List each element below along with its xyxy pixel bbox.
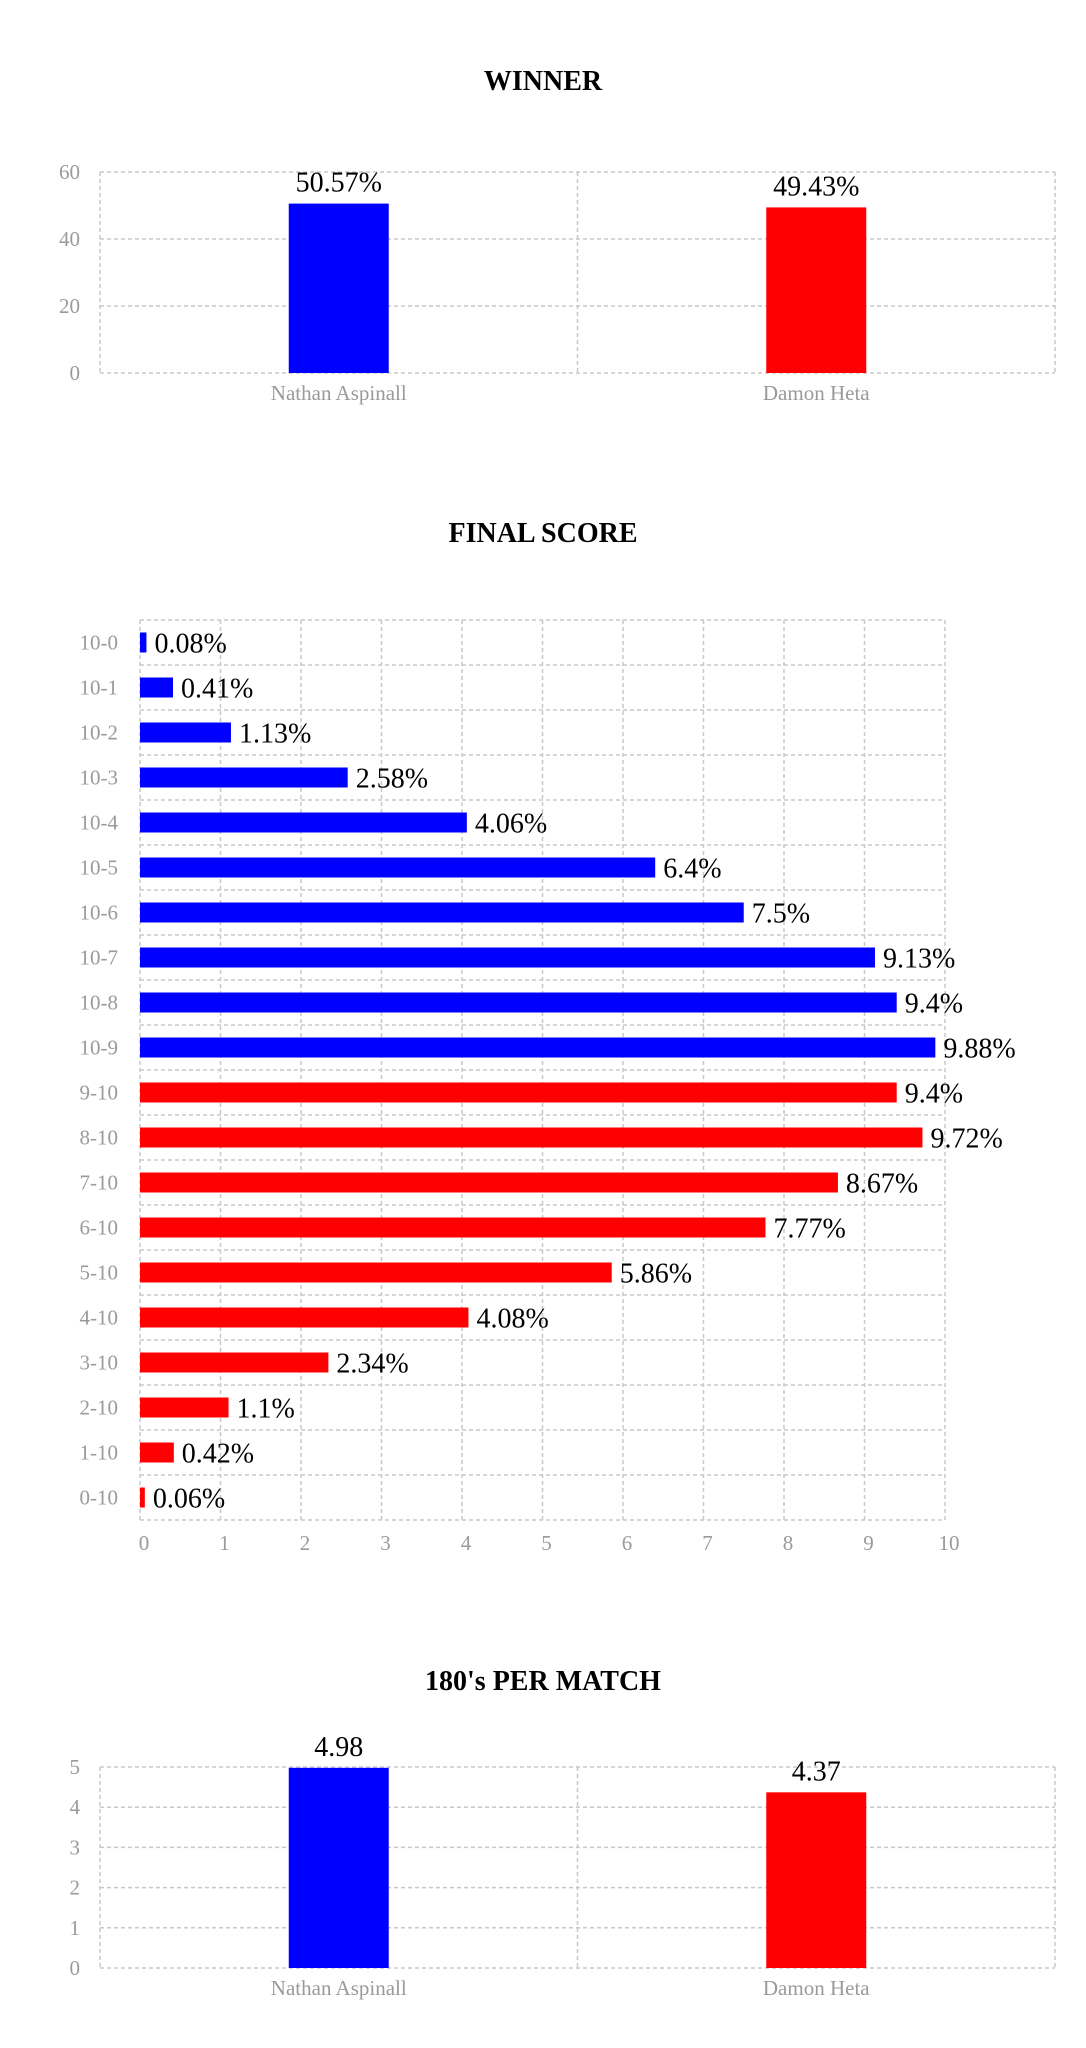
final-score-category-label: 6-10 bbox=[79, 1215, 118, 1240]
final-score-x-tick-label: 7 bbox=[702, 1531, 713, 1555]
final-score-bar bbox=[140, 858, 655, 878]
180s-y-tick-label: 3 bbox=[69, 1835, 80, 1860]
final-score-bar-value-label: 9.72% bbox=[930, 1123, 1003, 1155]
winner-chart bbox=[0, 150, 1086, 430]
final-score-bar bbox=[140, 1038, 935, 1058]
final-score-category-label: 4-10 bbox=[79, 1305, 118, 1330]
final-score-bar bbox=[140, 1353, 328, 1373]
final-score-bar bbox=[140, 723, 231, 743]
final-score-category-label: 10-5 bbox=[79, 855, 118, 880]
final-score-x-tick-label: 5 bbox=[541, 1531, 552, 1555]
winner-chart-title: WINNER bbox=[483, 66, 603, 97]
final-score-category-label: 10-9 bbox=[79, 1035, 118, 1060]
final-score-bar-value-label: 0.08% bbox=[154, 628, 227, 660]
final-score-category-label: 8-10 bbox=[79, 1125, 118, 1150]
180s-category-label: Damon Heta bbox=[762, 1976, 870, 2000]
180s-bar bbox=[766, 1792, 866, 1968]
final-score-x-tick-label: 1 bbox=[219, 1531, 230, 1555]
final-score-bar-value-label: 0.06% bbox=[152, 1483, 226, 1515]
final-score-x-tick-label: 6 bbox=[621, 1531, 633, 1555]
final-score-category-label: 10-4 bbox=[79, 810, 118, 835]
final-score-bar bbox=[140, 948, 875, 968]
final-score-bar-value-label: 4.06% bbox=[474, 808, 548, 840]
final-score-category-label: 10-3 bbox=[79, 765, 118, 790]
final-score-bar bbox=[140, 633, 146, 653]
final-score-bar bbox=[140, 1083, 897, 1103]
final-score-x-tick-label: 8 bbox=[782, 1531, 794, 1555]
final-score-bar-value-label: 5.86% bbox=[619, 1258, 693, 1290]
final-score-category-label: 10-2 bbox=[79, 720, 118, 745]
final-score-bar bbox=[140, 1173, 838, 1193]
final-score-x-tick-label: 4 bbox=[460, 1531, 472, 1555]
final-score-bar bbox=[140, 1218, 765, 1238]
final-score-bar-value-label: 2.58% bbox=[355, 763, 429, 795]
final-score-bar-value-label: 4.08% bbox=[476, 1303, 549, 1335]
final-score-bar bbox=[140, 813, 467, 833]
final-score-bar bbox=[140, 1308, 468, 1328]
winner-category-label: Damon Heta bbox=[762, 381, 870, 405]
180s-per-match-chart bbox=[0, 1731, 1086, 2025]
final-score-x-tick-label: 10 bbox=[938, 1531, 960, 1555]
final-score-category-label: 2-10 bbox=[79, 1395, 118, 1420]
final-score-category-label: 9-10 bbox=[79, 1080, 118, 1105]
final-score-bar-value-label: 8.67% bbox=[845, 1168, 919, 1200]
180s-chart-title: 180's PER MATCH bbox=[425, 1666, 661, 1697]
final-score-chart bbox=[0, 620, 1086, 1580]
final-score-x-tick-label: 3 bbox=[380, 1531, 391, 1555]
winner-bar bbox=[766, 207, 866, 373]
winner-y-tick-label: 40 bbox=[59, 227, 80, 251]
180s-bar-value-label: 4.98 bbox=[314, 1731, 364, 1763]
final-score-bar-value-label: 9.4% bbox=[904, 988, 964, 1020]
180s-y-tick-label: 5 bbox=[69, 1755, 80, 1779]
final-score-category-label: 10-1 bbox=[79, 675, 118, 700]
180s-bar-value-label: 4.37 bbox=[791, 1756, 841, 1788]
winner-bar bbox=[289, 204, 389, 373]
180s-y-tick-label: 4 bbox=[69, 1795, 80, 1820]
final-score-bar bbox=[140, 678, 173, 698]
winner-category-label: Nathan Aspinall bbox=[270, 381, 407, 405]
final-score-chart-title: FINAL SCORE bbox=[448, 518, 638, 549]
final-score-bar bbox=[140, 1398, 229, 1418]
final-score-category-label: 3-10 bbox=[79, 1350, 118, 1375]
180s-y-tick-label: 1 bbox=[69, 1915, 80, 1940]
final-score-bar bbox=[140, 1488, 145, 1508]
180s-category-label: Nathan Aspinall bbox=[270, 1976, 407, 2000]
winner-bar-value-label: 49.43% bbox=[773, 171, 860, 203]
final-score-bar bbox=[140, 768, 348, 788]
final-score-bar bbox=[140, 903, 744, 923]
final-score-x-tick-label: 2 bbox=[299, 1531, 311, 1555]
final-score-bar-value-label: 1.13% bbox=[238, 718, 312, 750]
final-score-category-label: 10-6 bbox=[79, 900, 118, 925]
final-score-category-label: 10-7 bbox=[79, 945, 118, 970]
final-score-bar bbox=[140, 1443, 174, 1463]
final-score-bar-value-label: 7.5% bbox=[751, 898, 811, 930]
winner-y-tick-label: 0 bbox=[69, 361, 80, 385]
180s-bar bbox=[289, 1768, 389, 1968]
final-score-x-tick-label: 0 bbox=[138, 1531, 150, 1555]
final-score-category-label: 5-10 bbox=[79, 1260, 118, 1285]
final-score-bar bbox=[140, 993, 897, 1013]
180s-y-tick-label: 0 bbox=[69, 1956, 80, 1980]
winner-bar-value-label: 50.57% bbox=[295, 167, 382, 199]
final-score-bar-value-label: 0.42% bbox=[181, 1438, 255, 1470]
final-score-bar-value-label: 2.34% bbox=[336, 1348, 409, 1380]
final-score-category-label: 1-10 bbox=[79, 1440, 118, 1465]
final-score-bar-value-label: 0.41% bbox=[181, 673, 254, 705]
final-score-bar bbox=[140, 1128, 922, 1148]
final-score-bar-value-label: 6.4% bbox=[663, 853, 722, 885]
final-score-bar-value-label: 1.1% bbox=[236, 1393, 295, 1425]
final-score-category-label: 0-10 bbox=[79, 1485, 118, 1510]
final-score-category-label: 10-8 bbox=[79, 990, 118, 1015]
final-score-bar-value-label: 7.77% bbox=[773, 1213, 846, 1245]
180s-y-tick-label: 2 bbox=[69, 1875, 80, 1900]
final-score-x-tick-label: 9 bbox=[863, 1531, 874, 1555]
final-score-bar-value-label: 9.4% bbox=[904, 1078, 964, 1110]
final-score-category-label: 7-10 bbox=[79, 1170, 118, 1195]
final-score-bar-value-label: 9.88% bbox=[943, 1033, 1016, 1065]
final-score-category-label: 10-0 bbox=[79, 630, 118, 655]
winner-y-tick-label: 20 bbox=[59, 294, 80, 318]
final-score-bar bbox=[140, 1263, 612, 1283]
winner-y-tick-label: 60 bbox=[59, 160, 80, 184]
final-score-bar-value-label: 9.13% bbox=[882, 943, 956, 975]
